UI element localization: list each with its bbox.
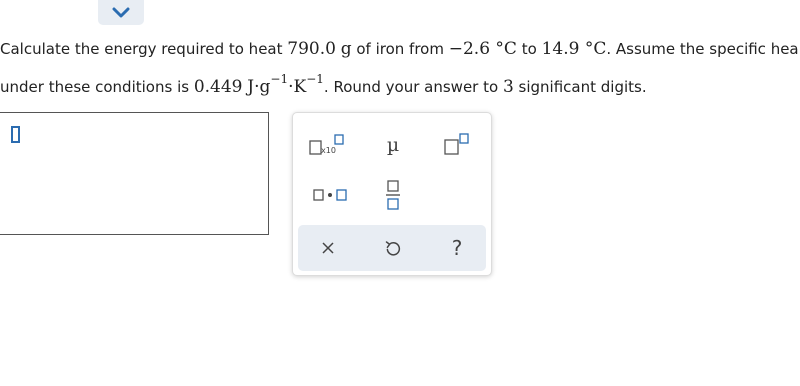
multiply-dot-icon [310, 185, 350, 205]
fraction-button[interactable] [370, 177, 416, 213]
exponent-g: −1 [270, 72, 289, 86]
clear-icon [320, 240, 336, 256]
scientific-notation-button[interactable] [303, 127, 349, 163]
superscript-icon [441, 131, 471, 159]
help-button[interactable] [434, 230, 480, 266]
x10-label: x10 [321, 146, 336, 155]
scientific-notation-icon [306, 131, 346, 159]
specific-heat-value: 0.449 [193, 77, 243, 97]
palette-toolbar [298, 225, 486, 271]
mu-icon: µ [386, 134, 400, 156]
answer-input[interactable] [0, 112, 269, 235]
mu-button[interactable] [370, 127, 416, 163]
help-icon: ? [451, 236, 463, 260]
input-cursor [11, 126, 20, 143]
mass-value: 790.0 [287, 39, 336, 59]
superscript-button[interactable] [433, 127, 479, 163]
chevron-down-icon [112, 7, 130, 19]
question-line-1: Calculate the energy required to heat 790.0 g of iron from −2.6 °C to 14.9 °C. Assume the specific hea [0, 39, 799, 59]
end-temperature: 14.9 °C [541, 39, 607, 59]
undo-icon [384, 239, 402, 257]
specific-heat-unit-k: ·K [288, 77, 307, 97]
start-temperature: −2.6 °C [448, 39, 517, 59]
exponent-k: −1 [306, 72, 324, 86]
math-palette [292, 112, 492, 276]
clear-button[interactable] [305, 230, 351, 266]
sig-figs-count: 3 [502, 77, 514, 97]
multiply-dot-button[interactable] [307, 177, 353, 213]
question-text [0, 30, 800, 106]
undo-button[interactable] [370, 230, 416, 266]
question-line-2: under these conditions is 0.449 $J\cdot g^{-1}\cdot K^{-1}$. Round your answer to 3 significant digits. [0, 72, 647, 97]
fraction-icon [383, 178, 403, 212]
mass-unit: g [340, 39, 352, 59]
specific-heat-unit-j: J·g [247, 77, 271, 97]
collapse-toggle-button[interactable] [98, 0, 144, 25]
